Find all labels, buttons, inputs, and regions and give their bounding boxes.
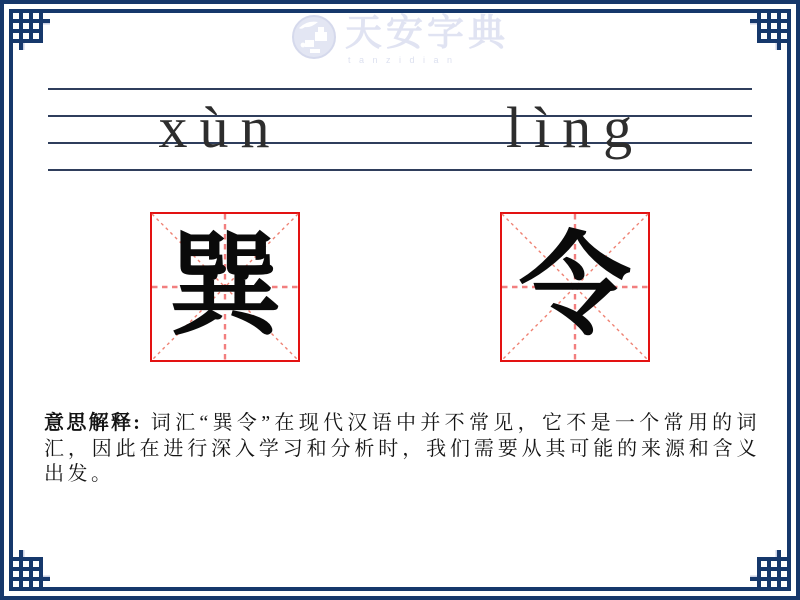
pinyin-syllable-ling: lìng [505, 95, 645, 160]
pinyin-syllable-xun: xùn [158, 95, 282, 160]
hanzi-character: 巽 [169, 225, 281, 349]
fret-corner-icon [750, 550, 794, 594]
meaning-text: 词汇“巽令”在现代汉语中并不常见，它不是一个常用的词汇，因此在进行深入学习和分析时，我们需要从其可能的来源和含义出发。 [44, 412, 760, 485]
hanzi-character: 令 [519, 225, 631, 349]
hanzi-box-ling [500, 212, 650, 362]
staff-line [48, 169, 752, 171]
hanzi-box-xun [150, 212, 300, 362]
brand-name: 天安字典 [345, 13, 509, 54]
inner-border-frame [9, 9, 791, 591]
fret-corner-icon [6, 550, 50, 594]
meaning-paragraph [44, 411, 760, 488]
globe-seal-icon [291, 14, 337, 60]
brand-subtitle: tanzidian [348, 55, 461, 65]
staff-line [48, 88, 752, 90]
brand-logo [0, 14, 800, 65]
meaning-label: 意思解释: [44, 412, 142, 434]
